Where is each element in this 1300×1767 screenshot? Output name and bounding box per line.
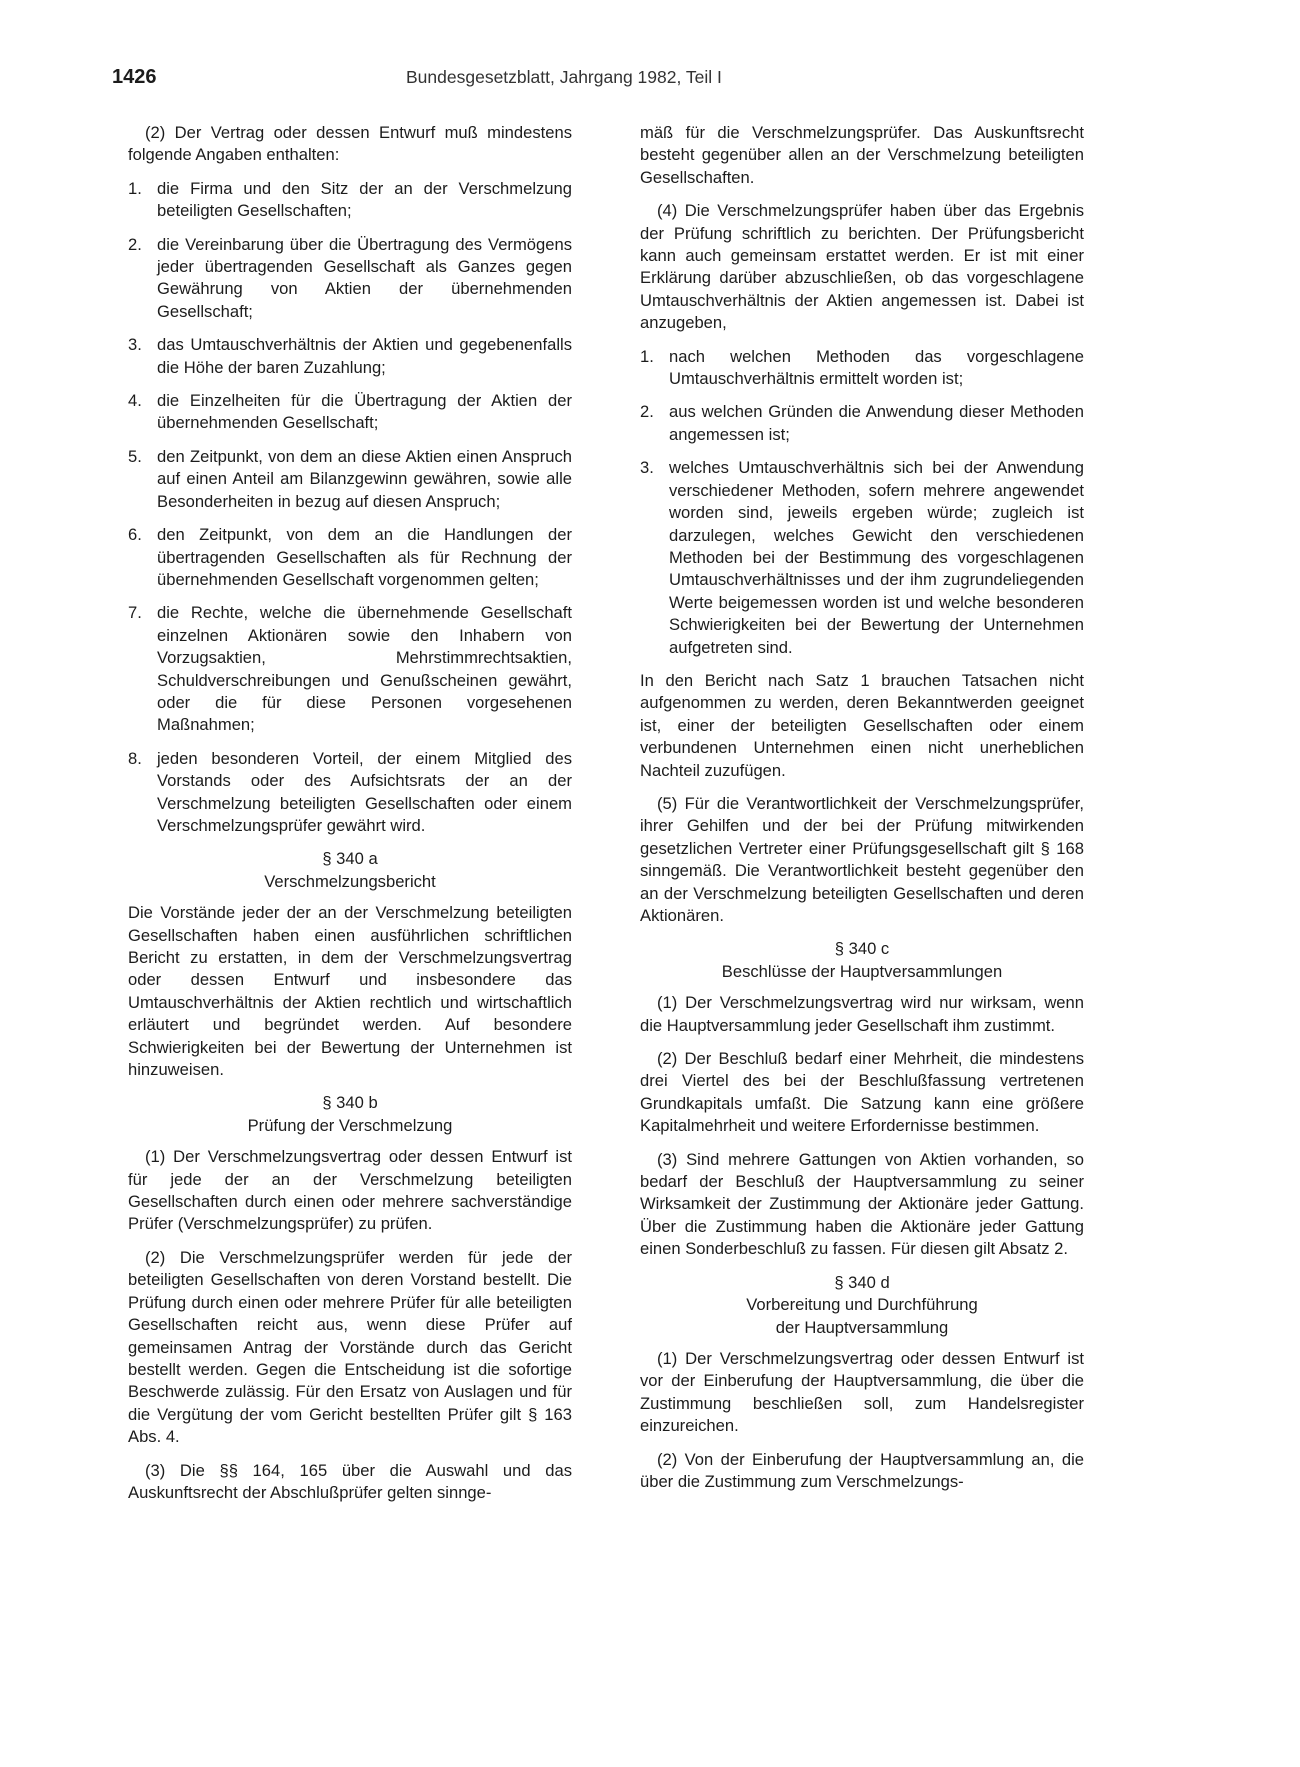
list-item [640,401,1084,446]
list-number: 5. [128,446,142,466]
list-text: jeden besonderen Vorteil, der einem Mitglied des Vorstands oder des Aufsichtsrats der an der Verschmelzung beteiligten Gesellschaften oder einem Verschmelzungsprüfer gewährt wird. [157,748,572,835]
section-title: Verschmelzungsbericht [264,871,436,891]
list-text: den Zeitpunkt, von dem an diese Aktien einen Anspruch auf einen Anteil am Bilanzgewinn gewähren, sowie alle Besonderheiten in bezug auf diesen Anspruch; [157,446,572,511]
section-title: Prüfung der Verschmelzung [247,1115,453,1135]
section-number: § 340 a [322,849,378,869]
paragraph: (2) Von der Einberufung der Hauptversammlung an, die über die Zustimmung zum Verschmelzungs- [640,1449,1084,1491]
paragraph: (1) Der Verschmelzungsvertrag oder dessen Entwurf ist vor der Einberufung der Hauptversammlung, die über die Zustimmung beschließen soll, zum Handelsregister einzureichen. [640,1348,1084,1436]
list-item [128,524,572,591]
page-header [0,66,1300,96]
paragraph: (1) Der Verschmelzungsvertrag wird nur wirksam, wenn die Hauptversammlung jeder Gesellschaft ihm zustimmt. [640,993,1084,1035]
paragraph: (5) Für die Verantwortlichkeit der Verschmelzungsprüfer, ihrer Gehilfen und der bei der Prüfung mitwirkenden gesetzlichen Vertreter einer Prüfungsgesellschaft gilt § 168 sinngemäß. Die Verantwortlichkeit besteht gegenüber den an der Verschmelzung beteiligten Gesellschaften und deren Aktionären. [640,793,1084,925]
paragraph: (2) Der Beschluß bedarf einer Mehrheit, die mindestens drei Viertel des bei der Beschlußfassung vertretenen Grundkapitals umfaßt. Die Satzung kann eine größere Kapitalmehrheit und weitere Erfordernisse bestimmen. [640,1049,1084,1136]
list-number: 6. [128,525,142,545]
list-number: 3. [128,335,142,355]
list-item [128,602,572,736]
paragraph: In den Bericht nach Satz 1 brauchen Tatsachen nicht aufgenommen zu werden, deren Bekanntwerden geeignet ist, einer der beteiligten Gesellschaften oder einem verbundenen Unternehmen einen nicht unerheblichen Nachteil zuzufügen. [640,670,1084,780]
paragraph: (1) Der Verschmelzungsvertrag oder dessen Entwurf ist für jede der an der Verschmelzung beteiligten Gesellschaften durch einen oder mehrere sachverständige Prüfer (Verschmelzungsprüfer) zu prüfen. [128,1147,572,1234]
list-item [128,446,572,513]
section-title-line: der Hauptversammlung [775,1317,949,1337]
paragraph: (4) Die Verschmelzungsprüfer haben über das Ergebnis der Prüfung schriftlich zu berichten. Der Prüfungsbericht kann auch gemeinsam erstattet werden. Er ist mit einer Erklärung darüber abzuschließen, ob das vorgeschlagene Umtauschverhältnis der Aktien angemessen ist. Dabei ist anzugeben, [640,201,1084,333]
list-number: 3. [640,458,654,478]
list-text: nach welchen Methoden das vorgeschlagene Umtauschverhältnis ermittelt worden ist; [669,346,1084,389]
list-item [640,346,1084,391]
running-title: Bundesgesetzblatt, Jahrgang 1982, Teil I [406,67,722,87]
list-text: die Vereinbarung über die Übertragung des Vermögens jeder übertragenden Gesellschaft als Ganzes gegen Gewährung von Aktien der übernehmenden Gesellschaft; [157,234,572,321]
section-number: § 340 b [322,1093,378,1113]
section-number: § 340 d [834,1272,890,1292]
list-number: 7. [128,603,142,623]
list-item [128,748,572,838]
list-text: aus welchen Gründen die Anwendung dieser Methoden angemessen ist; [669,402,1084,444]
list-item [128,334,572,379]
page-number: 1426 [112,66,157,88]
list-item [128,234,572,324]
numbered-list [640,346,1084,659]
paragraph: (2) Der Vertrag oder dessen Entwurf muß mindestens folgende Angaben enthalten: [128,123,572,165]
list-item [128,390,572,435]
list-item [128,178,572,223]
numbered-list [128,178,572,838]
list-text: die Rechte, welche die übernehmende Gesellschaft einzelnen Aktionären sowie den Inhabern von Vorzugsaktien, Mehrstimmrechtsaktien, Schuldverschreibungen und Genußscheinen gewährt, oder die für diese Personen vorgesehenen Maßnahmen; [157,603,572,735]
list-number: 8. [128,748,142,768]
paragraph: (2) Die Verschmelzungsprüfer werden für jede der beteiligten Gesellschaften von deren Vorstand bestellt. Die Prüfung durch einen oder mehrere Prüfer für alle beteiligten Gesellschaften reicht aus, wenn diese Prüfer auf gemeinsamen Antrag der Vorstände durch das Gericht bestellt werden. Gegen die Entscheidung ist die sofortige Beschwerde zulässig. Für den Ersatz von Auslagen und für die Vergütung der vom Gericht bestellten Prüfer gilt § 163 Abs. 4. [128,1247,572,1447]
section-title [640,1294,1084,1339]
list-text: den Zeitpunkt, von dem an die Handlungen der übertragenden Gesellschaften als für Rechnung der übernehmenden Gesellschaft vorgenommen gelten; [157,525,572,589]
list-item [640,457,1084,659]
list-number: 2. [128,234,142,254]
list-text: welches Umtauschverhältnis sich bei der Anwendung verschiedener Methoden, sofern mehrere angewendet worden sind, jeweils ergeben würde; zugleich ist darzulegen, welches Gewicht den verschiedenen Methoden bei der Bestimmung des vorgeschlagenen Umtauschverhältnisses und der ihm zugrundeliegenden Werte beigemessen worden ist und welche besonderen Schwierigkeiten bei der Bewertung der Unternehmen aufgetreten sind. [669,458,1084,657]
paragraph: mäß für die Verschmelzungsprüfer. Das Auskunftsrecht besteht gegenüber allen an der Verschmelzung beteiligten Gesellschaften. [640,123,1084,187]
list-text: das Umtauschverhältnis der Aktien und gegebenenfalls die Höhe der baren Zuzahlung; [157,335,572,377]
right-column [640,122,1084,1504]
list-number: 4. [128,391,142,411]
paragraph: (3) Die §§ 164, 165 über die Auswahl und das Auskunftsrecht der Abschlußprüfer gelten sinnge- [128,1460,572,1502]
list-number: 1. [128,178,142,198]
section-title: Beschlüsse der Hauptversammlungen [721,961,1003,981]
list-text: die Firma und den Sitz der an der Verschmelzung beteiligten Gesellschaften; [157,178,572,221]
section-number: § 340 c [834,939,890,959]
list-number: 1. [640,346,654,366]
list-number: 2. [640,402,654,422]
list-text: die Einzelheiten für die Übertragung der Aktien der übernehmenden Gesellschaft; [157,391,572,433]
section-title-line: Vorbereitung und Durchführung [746,1295,978,1315]
paragraph: Die Vorstände jeder der an der Verschmelzung beteiligten Gesellschaften haben einen ausführlichen schriftlichen Bericht zu erstatten, in dem der Verschmelzungsvertrag oder dessen Entwurf und insbesondere das Umtauschverhältnis der Aktien rechtlich und wirtschaftlich erläutert und begründet werden. Auf besondere Schwierigkeiten bei der Bewertung der Unternehmen ist hinzuweisen. [128,903,572,1080]
left-column [128,122,572,1515]
paragraph: (3) Sind mehrere Gattungen von Aktien vorhanden, so bedarf der Beschluß der Hauptversammlung zu seiner Wirksamkeit der Zustimmung der Aktionäre jeder Gattung. Über die Zustimmung haben die Aktionäre jeder Gattung einen Sonderbeschluß zu fassen. Für diesen gilt Absatz 2. [640,1149,1084,1259]
